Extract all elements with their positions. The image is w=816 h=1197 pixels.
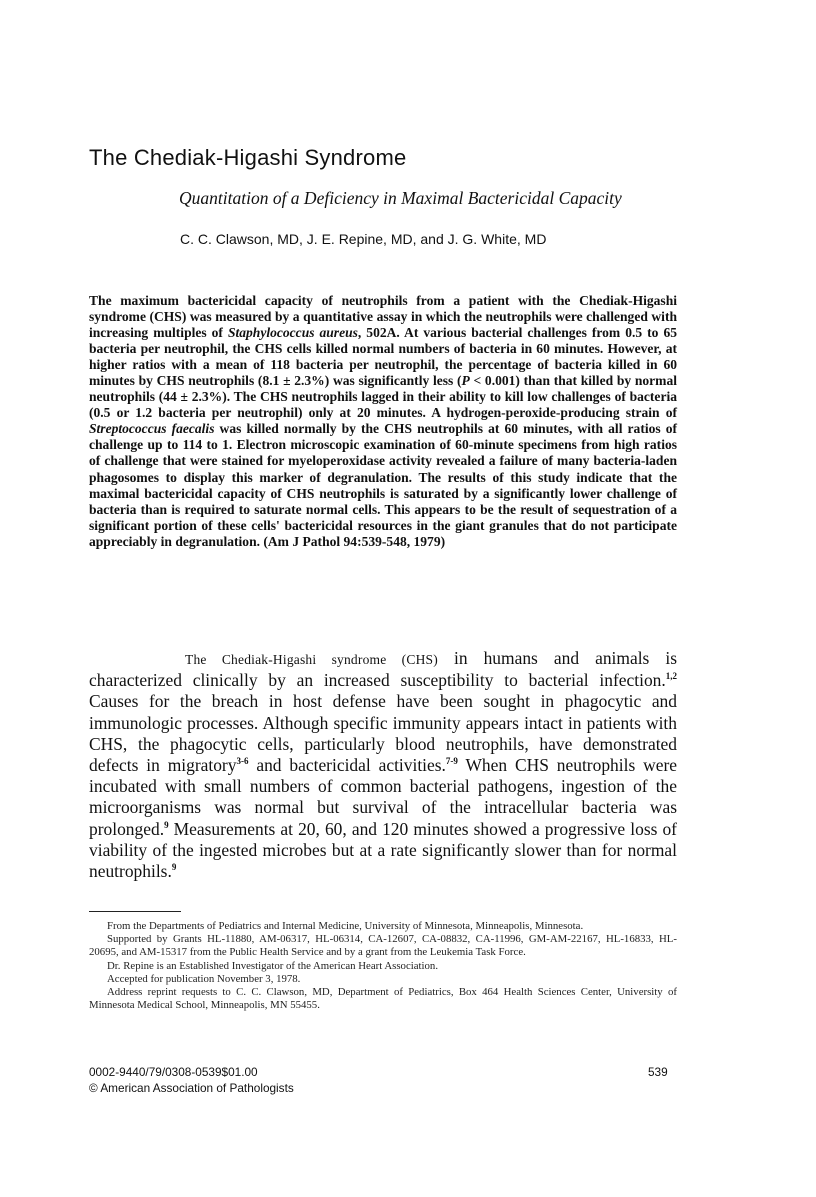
abstract-text: < 0.001) than that killed by normal neutrophils (44 ± 2.3%). The CHS neutrophils lagged in their ability to kill low challenges of bacteria (0.5 or 1.2 bacteria per neutrophil) only at 20 minutes. A hydrogen-peroxide-producing strain of xyxy=(89,373,677,421)
publication-info xyxy=(89,1064,294,1096)
footnote-accepted: Accepted for publication November 3, 1978. xyxy=(107,972,301,985)
reference-marker: 9 xyxy=(171,862,177,873)
body-text: When CHS neutrophils were incubated with small numbers of common bacterial pathogens, ingestion of the microorganisms was normal but survival of the intracellular bacteria was prolonged. xyxy=(89,755,677,839)
footnote-affiliation: From the Departments of Pediatrics and Internal Medicine, University of Minnesota, Minneapolis, Minnesota. xyxy=(107,920,584,932)
body-text: Measurements at 20, 60, and 120 minutes showed a progressive loss of viability of the ingested microbes but at a rate significantly slower than for normal neutrophils. xyxy=(89,818,677,882)
intro-paragraph xyxy=(89,648,677,882)
abstract-organism: Staphylococcus aureus xyxy=(227,325,358,341)
article-subtitle: Quantitation of a Deficiency in Maximal Bactericidal Capacity xyxy=(179,188,622,208)
reference-marker: 3-6 xyxy=(236,756,249,767)
body-text: Causes for the breach in host defense have been sought in phagocytic and immunologic processes. Although specific immunity appears intact in patients with CHS, the phagocytic cells, particularly blood neutrophils, have demonstrated defects in migratory xyxy=(89,691,677,776)
lead-small-caps: The Chediak-Higashi syndrome (CHS) xyxy=(185,652,438,667)
footnote-support: Supported by Grants HL-11880, AM-06317, HL-06314, CA-12607, CA-08832, CA-11996, GM-AM-22167, HL-16833, HL-20695, and AM-15317 from the Public Health Service and by a grant from the Leukemia Task Force. xyxy=(89,933,677,959)
abstract-p-symbol: P xyxy=(461,373,470,389)
price-code: 0002-9440/79/0308-0539$01.00 xyxy=(89,1065,258,1079)
abstract-organism: Streptococcus faecalis xyxy=(89,421,215,437)
page-number: 539 xyxy=(648,1065,668,1079)
abstract xyxy=(89,293,677,550)
article-title: The Chediak-Higashi Syndrome xyxy=(89,145,407,170)
body-text: in humans and animals is characterized clinically by an increased susceptibility to bacterial infection. xyxy=(89,648,677,691)
abstract-text: was killed normally by the CHS neutrophils at 60 minutes, with all ratios of challenge up to 114 to 1. Electron microscopic examination of 60-minute specimens from high ratios of challenge that were stained for myeloperoxidase activity revealed a failure of many bacteria-laden phagosomes to display this marker of degranulation. The results of this study indicate that the maximal bactericidal capacity of CHS neutrophils is saturated by a significantly lower challenge of bacteria than is required to saturate normal cells. This appears to be the result of sequestration of a significant portion of these cells' bactericidal resources in the giant granules that do not participate appreciably in degranulation. (Am J Pathol 94:539-548, 1979) xyxy=(89,421,677,549)
reference-marker: 1,2 xyxy=(665,671,677,682)
reference-marker: 9 xyxy=(164,819,169,830)
reference-marker: 7-9 xyxy=(445,756,458,767)
footnote-investigator: Dr. Repine is an Established Investigator of the American Heart Association. xyxy=(107,959,439,972)
author-list: C. C. Clawson, MD, J. E. Repine, MD, and J. G. White, MD xyxy=(180,231,547,247)
footnote-reprints: Address reprint requests to C. C. Clawson, MD, Department of Pediatrics, Box 464 Health Sciences Center, University of Minnesota Medical School, Minneapolis, MN 55455. xyxy=(89,986,677,1012)
footnote-divider xyxy=(89,911,181,912)
abstract-text: The maximum bactericidal capacity of neutrophils from a patient with the Chediak-Higashi syndrome (CHS) was measured by a quantitative assay in which the neutrophils were challenged with increasing multiples of xyxy=(89,293,677,341)
copyright-notice: © American Association of Pathologists xyxy=(89,1081,294,1095)
body-text: and bactericidal activities. xyxy=(248,755,446,776)
footnotes xyxy=(89,920,677,1012)
abstract-text: , 502A. At various bacterial challenges from 0.5 to 65 bacteria per neutrophil, the CHS cells killed normal numbers of bacteria in 60 minutes. However, at higher ratios with a mean of 118 bacteria per neutrophil, the percentage of bacteria killed in 60 minutes by CHS neutrophils (8.1 ± 2.3%) was significantly less ( xyxy=(89,325,677,389)
